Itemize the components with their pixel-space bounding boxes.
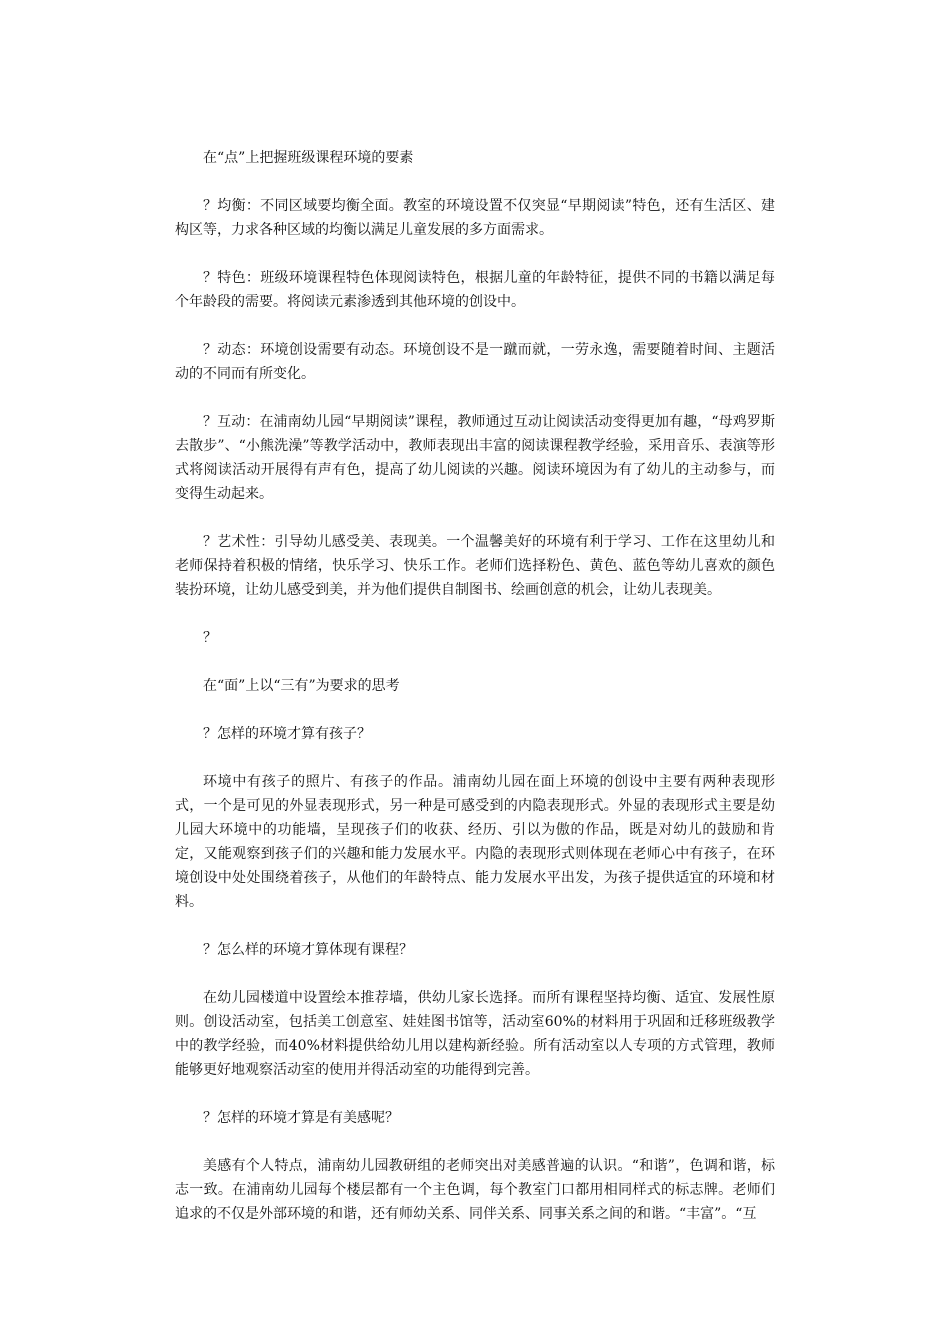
paragraph-has-curriculum: 在幼儿园楼道中设置绘本推荐墙，供幼儿家长选择。而所有课程坚持均衡、适宜、发展性原则。创设活动室，包括美工创意室、娃娃图书馆等，活动室60%的材料用于巩固和迁移班级教学中的教学经验，而40%材料提供给幼儿用以建构新经验。所有活动室以人专项的方式管理，教师能够更好地观察活动室的使用并得活动室的功能得到完善。 xyxy=(175,990,775,1078)
paragraph-dynamic: ？动态：环境创设需要有动态。环境创设不是一蹴而就，一劳永逸，需要随着时间、主题活动的不同而有所变化。 xyxy=(175,342,775,382)
section-heading-surface: 在“面”上以“三有”为要求的思考 xyxy=(203,678,400,694)
question-has-children: ？怎样的环境才算有孩子？ xyxy=(203,726,371,742)
question-has-curriculum: ？怎么样的环境才算体现有课程？ xyxy=(203,942,413,958)
paragraph-has-children: 环境中有孩子的照片、有孩子的作品。浦南幼儿园在面上环境的创设中主要有两种表现形式，一个是可见的外显表现形式，另一种是可感受到的内隐表现形式。外显的表现形式主要是幼儿园大环境中的功能墙，呈现孩子们的收获、经历、引以为傲的作品，既是对幼儿的鼓励和肯定，又能观察到孩子们的兴趣和能力发展水平。内隐的表现形式则体现在老师心中有孩子，在环境创设中处处围绕着孩子，从他们的年龄特点、能力发展水平出发，为孩子提供适宜的环境和材料。 xyxy=(175,774,775,910)
document-body xyxy=(175,146,775,1250)
section-heading-point: 在“点”上把握班级课程环境的要素 xyxy=(203,150,414,166)
paragraph-interaction: ？互动：在浦南幼儿园“早期阅读”课程，教师通过互动让阅读活动变得更加有趣，“母鸡罗斯去散步”、“小熊洗澡”等教学活动中，教师表现出丰富的阅读课程教学经验，采用音乐、表演等形式将阅读活动开展得有声有色，提高了幼儿阅读的兴趣。阅读环境因为有了幼儿的主动参与，而变得生动起来。 xyxy=(175,414,775,502)
paragraph-placeholder: ？ xyxy=(203,630,217,646)
question-has-beauty: ？怎样的环境才算是有美感呢？ xyxy=(203,1110,399,1126)
paragraph-artistry: ？艺术性：引导幼儿感受美、表现美。一个温馨美好的环境有利于学习、工作在这里幼儿和老师保持着积极的情绪，快乐学习、快乐工作。老师们选择粉色、黄色、蓝色等幼儿喜欢的颜色装扮环境，让幼儿感受到美，并为他们提供自制图书、绘画创意的机会，让幼儿表现美。 xyxy=(175,534,775,598)
paragraph-balance: ？均衡：不同区域要均衡全面。教室的环境设置不仅突显“早期阅读”特色，还有生活区、建构区等，力求各种区域的均衡以满足儿童发展的多方面需求。 xyxy=(175,198,775,238)
paragraph-feature: ？特色：班级环境课程特色体现阅读特色，根据儿童的年龄特征，提供不同的书籍以满足每个年龄段的需要。将阅读元素渗透到其他环境的创设中。 xyxy=(175,270,775,310)
paragraph-has-beauty: 美感有个人特点，浦南幼儿园教研组的老师突出对美感普遍的认识。“和谐”，色调和谐，标志一致。在浦南幼儿园每个楼层都有一个主色调，每个教室门口都用相同样式的标志牌。老师们追求的不仅是外部环境的和谐，还有师幼关系、同伴关系、同事关系之间的和谐。“丰富”。“互 xyxy=(175,1158,775,1222)
